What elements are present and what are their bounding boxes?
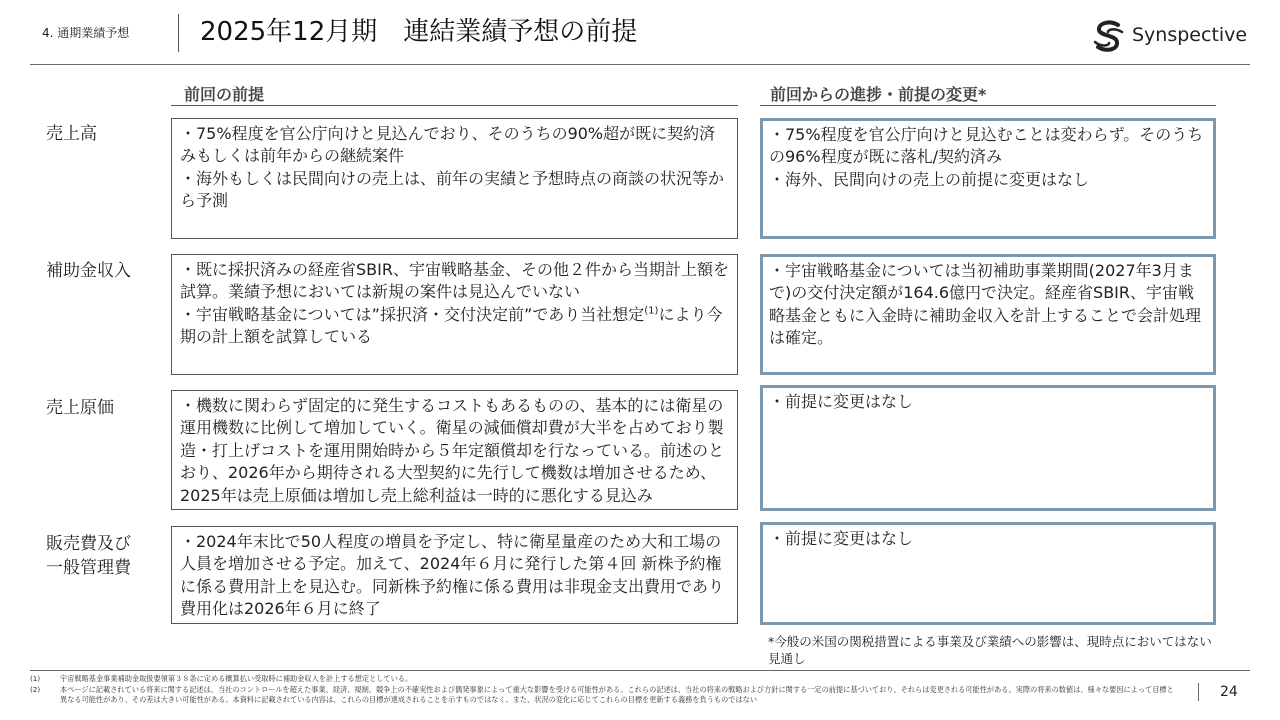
progress-cost-of-sales [760, 385, 1216, 511]
page-number-divider [1198, 683, 1199, 701]
bullet: ・海外、民間向けの売上の前提に変更はなし [769, 169, 1090, 189]
row-label-cost-of-sales: 売上原価 [46, 398, 114, 418]
footer-rule [30, 670, 1250, 671]
bullet: ・海外もしくは民間向けの売上は、前年の実績と予想時点の商談の状況等から予測 [180, 168, 725, 211]
bullet: ・既に採択済みの経産省SBIR、宇宙戦略基金、その他２件から当期計上額を試算。業績予想においては新規の案件は見込んでいない [180, 260, 729, 302]
page-number: 24 [1220, 684, 1238, 700]
column-heading-previous: 前回の前提 [184, 85, 265, 104]
bullet: ・2024年末比で50人程度の増員を予定し、特に衛星量産のため大和工場の人員を増加させる予定。加えて、2024年６月に発行した第４回 新株予約権に係る費用計上を見込む。同新株予約権に係る費用は非現金支出費用であり費用化は2026年６月に終了 [180, 532, 725, 619]
progress-sales [760, 118, 1216, 239]
bullet: ・前提に変更はなし [769, 529, 914, 548]
bullet: ・機数に関わらず固定的に発生するコストもあるものの、基本的には衛星の運用機数に比例して増加していく。衛星の減価償却費が大半を占めており製造・打上げコストを運用開始時から５年定額償却を行なっている。前述のとおり、2026年から期待される大型契約に先行して機数は増加させるため、2025年は売上原価は増加し売上総利益は一時的に悪化する見込み [180, 396, 725, 505]
previous-assumption-sales [171, 118, 738, 239]
footnotes [30, 674, 1180, 706]
row-label-line: 一般管理費 [46, 558, 131, 578]
bullet: ・宇宙戦略基金については当初補助事業期間(2027年3月まで)の交付決定額が164.6億円で決定。経産省SBIR、宇宙戦略基金ともに入金時に補助金収入を計上することで会計処理は確定。 [769, 261, 1202, 348]
bullet: ・75%程度を官公庁向けと見込むことは変わらず。そのうちの96%程度が既に落札/契約済み [769, 125, 1204, 167]
footnote-number: (1) [30, 674, 41, 683]
footnote-ref: (1) [644, 305, 659, 317]
row-label-sga [46, 532, 131, 580]
bullet: ・75%程度を官公庁向けと見込んでおり、そのうちの90%超が既に契約済みもしくは前年からの継続案件 [180, 124, 716, 166]
column-heading-progress: 前回からの進捗・前提の変更* [770, 85, 987, 104]
footnote-1 [30, 674, 1180, 685]
bullet-text: ・宇宙戦略基金については”採択済・交付決定前”であり当社想定 [180, 304, 645, 324]
progress-subsidy [760, 254, 1216, 375]
header-rule [30, 64, 1250, 65]
header-divider [178, 14, 179, 52]
footnote-text: 宇宙戦略基金事業補助金取扱要領第３８条に定める概算払い受取時に補助金収入を計上する想定としている。 [60, 674, 413, 683]
row-label-subsidy-income: 補助金収入 [46, 261, 131, 281]
page-title: 2025年12月期 連結業績予想の前提 [200, 17, 638, 47]
column-rule-previous [171, 105, 738, 106]
bullet: ・前提に変更はなし [769, 392, 914, 411]
previous-assumption-subsidy [171, 254, 738, 375]
previous-assumption-cost-of-sales [171, 390, 738, 510]
column-rule-progress [760, 105, 1216, 106]
footnote-text: 本ページに記載されている将来に関する記述は、当社のコントロールを超えた事業、経済、規制、競争上の不確実性および偶発事象によって重大な影響を受ける可能性がある。これらの記述は、当社の将来の戦略および方針に関する一定の前提に基づいており、それらは変更される可能性がある。実際の将来の数値は、様々な要因によって目標と異なる可能性があり、その差は大きい可能性がある。本資料に記載されている内容は、これらの目標が達成されることを示すものではなく、また、状況の変化に応じてこれらの目標を更新する義務を負うものではない [60, 684, 1174, 704]
row-label-sales: 売上高 [46, 124, 97, 144]
footnote-number: (2) [30, 684, 41, 694]
progress-sga [760, 522, 1216, 625]
tariff-note: *今般の米国の関税措置による事業及び業績への影響は、現時点においてはない見通し [768, 634, 1212, 666]
company-logo [1092, 20, 1252, 56]
bullet-text: により今期の計上額を試算している [180, 304, 723, 347]
previous-assumption-sga [171, 526, 738, 624]
section-label: 4. 通期業績予想 [42, 26, 130, 40]
bullet-with-footnote [180, 304, 729, 349]
footnote-2 [30, 685, 1180, 706]
logo-text: Synspective [1132, 24, 1248, 46]
row-label-line: 販売費及び [46, 534, 131, 554]
synspective-logo-icon [1092, 20, 1126, 56]
